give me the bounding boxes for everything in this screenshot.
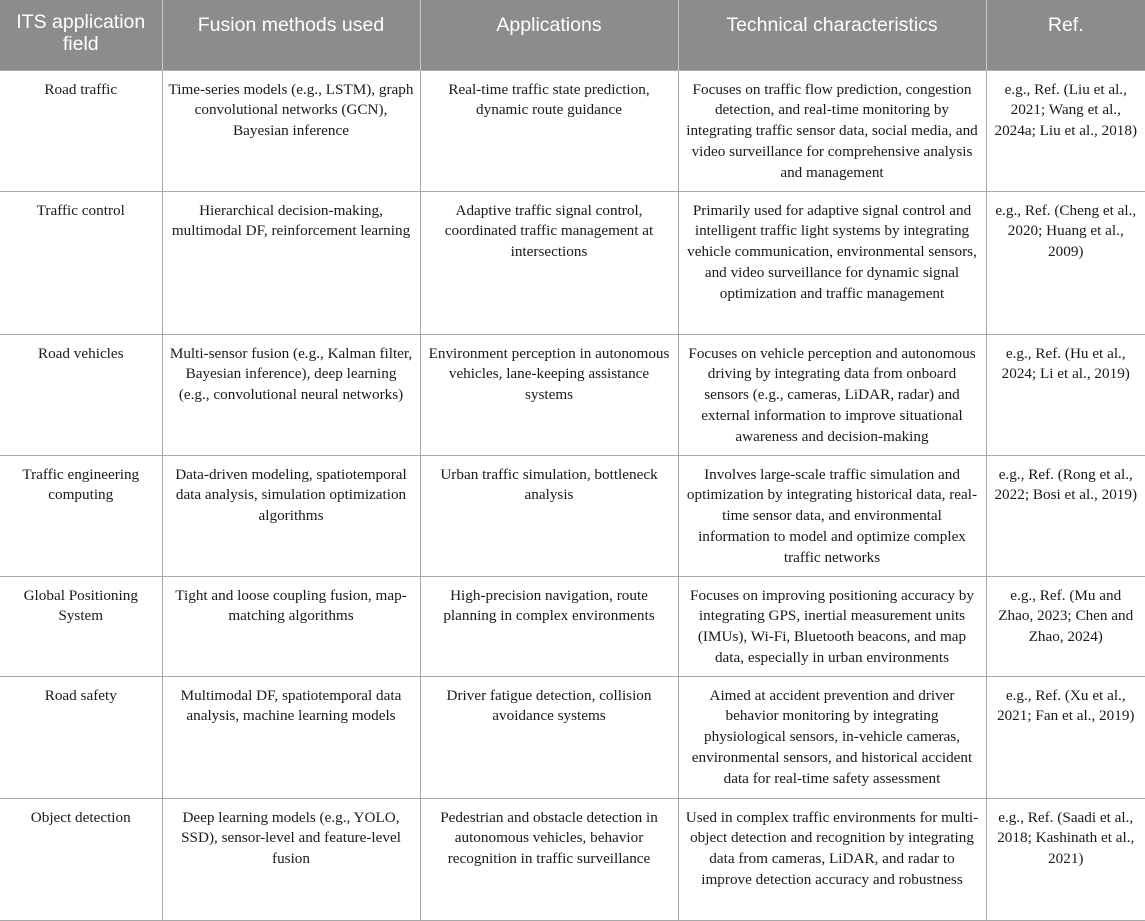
cell-ref: e.g., Ref. (Rong et al., 2022; Bosi et al., 2019) (986, 455, 1145, 576)
cell-applications: Real-time traffic state prediction, dynamic route guidance (420, 70, 678, 191)
cell-ref: e.g., Ref. (Hu et al., 2024; Li et al., 2019) (986, 334, 1145, 455)
cell-characteristics: Primarily used for adaptive signal control and intelligent traffic light systems by integrating vehicle communication, environmental sensors, and video surveillance for dynamic signal optimization and traffic management (678, 191, 986, 334)
cell-methods: Data-driven modeling, spatiotemporal data analysis, simulation optimization algorithms (162, 455, 420, 576)
table-row (0, 70, 1145, 191)
cell-applications: Driver fatigue detection, collision avoidance systems (420, 676, 678, 798)
cell-characteristics: Focuses on traffic flow prediction, congestion detection, and real-time monitoring by integrating traffic sensor data, social media, and video surveillance for comprehensive analysis and management (678, 70, 986, 191)
cell-field: Object detection (0, 798, 162, 920)
cell-characteristics: Focuses on improving positioning accuracy by integrating GPS, inertial measurement units (IMUs), Wi-Fi, Bluetooth beacons, and map data, especially in urban environments (678, 576, 986, 676)
cell-field: Traffic engineering computing (0, 455, 162, 576)
table-row (0, 455, 1145, 576)
cell-methods: Hierarchical decision-making, multimodal DF, reinforcement learning (162, 191, 420, 334)
cell-methods: Time-series models (e.g., LSTM), graph convolutional networks (GCN), Bayesian inference (162, 70, 420, 191)
header-its-field: ITS application field (0, 0, 162, 70)
header-technical-characteristics: Technical characteristics (678, 0, 986, 70)
header-fusion-methods: Fusion methods used (162, 0, 420, 70)
cell-ref: e.g., Ref. (Cheng et al., 2020; Huang et al., 2009) (986, 191, 1145, 334)
table-body (0, 70, 1145, 920)
cell-field: Traffic control (0, 191, 162, 334)
header-applications: Applications (420, 0, 678, 70)
cell-methods: Multi-sensor fusion (e.g., Kalman filter, Bayesian inference), deep learning (e.g., convolutional neural networks) (162, 334, 420, 455)
table-row (0, 576, 1145, 676)
cell-characteristics: Focuses on vehicle perception and autonomous driving by integrating data from onboard sensors (e.g., cameras, LiDAR, radar) and external information to improve situational awareness and decision-making (678, 334, 986, 455)
header-row (0, 0, 1145, 70)
cell-field: Road safety (0, 676, 162, 798)
cell-field: Road traffic (0, 70, 162, 191)
cell-applications: Adaptive traffic signal control, coordinated traffic management at intersections (420, 191, 678, 334)
cell-methods: Multimodal DF, spatiotemporal data analysis, machine learning models (162, 676, 420, 798)
table-row (0, 798, 1145, 920)
cell-characteristics: Involves large-scale traffic simulation and optimization by integrating historical data, real-time sensor data, and environmental information to model and optimize complex traffic networks (678, 455, 986, 576)
cell-ref: e.g., Ref. (Liu et al., 2021; Wang et al., 2024a; Liu et al., 2018) (986, 70, 1145, 191)
cell-ref: e.g., Ref. (Mu and Zhao, 2023; Chen and Zhao, 2024) (986, 576, 1145, 676)
cell-methods: Tight and loose coupling fusion, map-matching algorithms (162, 576, 420, 676)
table-header (0, 0, 1145, 70)
cell-applications: Urban traffic simulation, bottleneck analysis (420, 455, 678, 576)
table-row (0, 334, 1145, 455)
cell-characteristics: Aimed at accident prevention and driver behavior monitoring by integrating physiological sensors, in-vehicle cameras, environmental sensors, and historical accident data for real-time safety assessment (678, 676, 986, 798)
table-row (0, 191, 1145, 334)
cell-applications: Environment perception in autonomous vehicles, lane-keeping assistance systems (420, 334, 678, 455)
cell-applications: Pedestrian and obstacle detection in autonomous vehicles, behavior recognition in traffic surveillance (420, 798, 678, 920)
header-ref: Ref. (986, 0, 1145, 70)
cell-ref: e.g., Ref. (Xu et al., 2021; Fan et al., 2019) (986, 676, 1145, 798)
cell-characteristics: Used in complex traffic environments for multi-object detection and recognition by integrating data from cameras, LiDAR, and radar to improve detection accuracy and robustness (678, 798, 986, 920)
cell-applications: High-precision navigation, route planning in complex environments (420, 576, 678, 676)
cell-field: Global Positioning System (0, 576, 162, 676)
cell-ref: e.g., Ref. (Saadi et al., 2018; Kashinath et al., 2021) (986, 798, 1145, 920)
cell-field: Road vehicles (0, 334, 162, 455)
cell-methods: Deep learning models (e.g., YOLO, SSD), sensor-level and feature-level fusion (162, 798, 420, 920)
table-row (0, 676, 1145, 798)
